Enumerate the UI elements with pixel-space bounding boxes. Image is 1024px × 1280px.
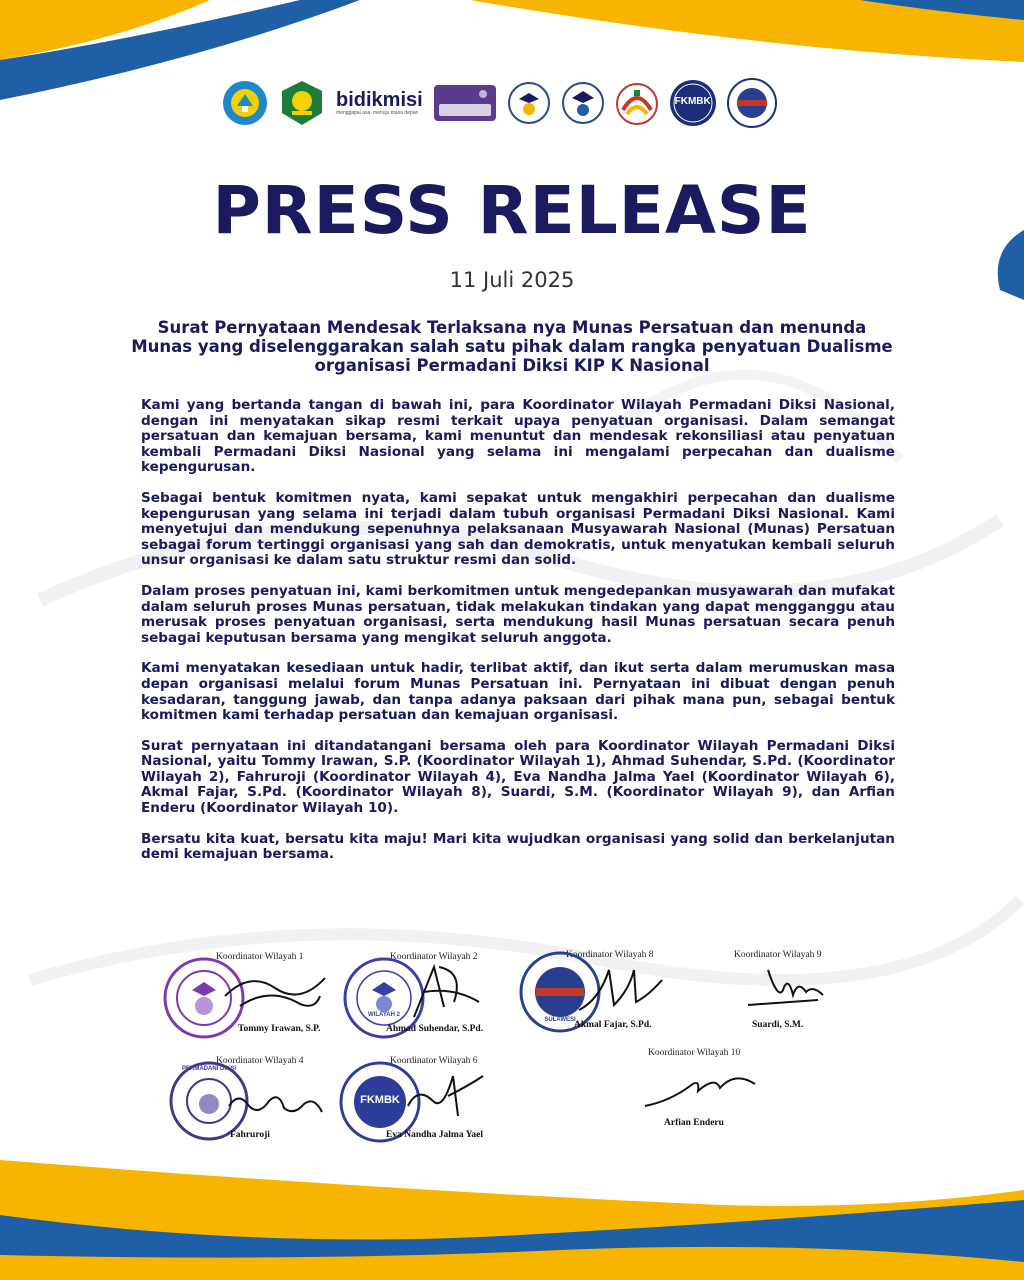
signatory-role: Koordinator Wilayah 10 bbox=[648, 1048, 741, 1058]
signatory-role: Koordinator Wilayah 1 bbox=[216, 952, 304, 962]
fkmbk-logo-text: FKMBK bbox=[674, 96, 711, 107]
paragraph-3: Dalam proses penyatuan ini, kami berkomitmen untuk mengedepankan musyawarah dan mufakat dalam seluruh proses Munas persatuan, tidak melakukan tindakan yang dapat mengganggu atau merusak proses penyatuan organisasi, serta mendukung hasil Munas persatuan secara penuh sebagai keputusan bersama yang mengikat seluruh anggota. bbox=[141, 582, 895, 646]
signatory-name: Akmal Fajar, S.Pd. bbox=[574, 1020, 652, 1030]
kip-card-logo bbox=[433, 84, 497, 122]
signatory-wilayah-2 bbox=[340, 948, 520, 1038]
stamp-wilayah-8-text: SULAWESI bbox=[544, 1017, 576, 1023]
signature-wilayah-9 bbox=[738, 960, 828, 1020]
regional-logo bbox=[615, 80, 659, 126]
signature-wilayah-1 bbox=[220, 966, 330, 1016]
bidikmisi-logo bbox=[336, 90, 423, 116]
signatory-name: Suardi, S.M. bbox=[752, 1020, 804, 1030]
signatory-role: Koordinator Wilayah 2 bbox=[390, 952, 478, 962]
signatory-wilayah-4 bbox=[168, 1052, 348, 1144]
stamp-wilayah-6-text: FKMBK bbox=[360, 1094, 400, 1106]
signature-wilayah-10 bbox=[640, 1066, 760, 1116]
signatory-wilayah-8 bbox=[518, 946, 698, 1036]
paragraph-4: Kami menyatakan kesediaan untuk hadir, terlibat aktif, dan ikut serta dalam merumuskan masa depan organisasi melalui forum Munas Persatuan ini. Pernyataan ini dibuat dengan penuh kesadaran, tanggung jawab, dan tanpa adanya paksaan dari pihak mana pun, sebagai bentuk komitmen kami terhadap persatuan dan kemajuan organisasi. bbox=[141, 660, 895, 724]
fkmbk-logo bbox=[669, 79, 717, 127]
release-subject: Surat Pernyataan Mendesak Terlaksana nya Munas Persatuan dan menunda Munas yang diselenggarakan salah satu pihak dalam rangka penyatuan Dualisme organisasi Permadani Diksi KIP K Nasional bbox=[131, 318, 893, 375]
signatory-role: Koordinator Wilayah 9 bbox=[734, 950, 822, 960]
partner-logos-row bbox=[222, 76, 782, 130]
paragraph-6: Bersatu kita kuat, bersatu kita maju! Mari kita wujudkan organisasi yang solid dan berkelanjutan demi kemajuan bersama. bbox=[141, 830, 895, 863]
release-date: 11 Juli 2025 bbox=[449, 268, 575, 292]
signature-wilayah-2 bbox=[394, 962, 484, 1022]
permadani-logo-2 bbox=[561, 81, 605, 125]
signature-wilayah-8 bbox=[574, 960, 664, 1020]
paragraph-1: Kami yang bertanda tangan di bawah ini, para Koordinator Wilayah Permadani Diksi Nasional, dengan ini menyatakan sikap resmi terkait upaya penyatuan organisasi. Dalam semangat persatuan dan kemajuan bersama, kami menuntut dan mendesak rekonsiliasi atau penyatuan kembali Permadani Diksi Nasional yang selama ini mengalami perpecahan dan dualisme kepengurusan. bbox=[141, 397, 895, 476]
bidikmisi-tagline: menggapai asa, menuju masa depan bbox=[336, 110, 419, 116]
signatory-wilayah-6 bbox=[338, 1052, 518, 1144]
signature-wilayah-6 bbox=[398, 1066, 488, 1126]
paragraph-5: Surat pernyataan ini ditandatangani bersama oleh para Koordinator Wilayah Permadani Diksi Nasional, yaitu Tommy Irawan, S.P. (Koordinator Wilayah 1), Ahmad Suhendar, S.Pd. (Koordinator Wilayah 2), Fahruroji (Koordinator Wilayah 4), Eva Nandha Jalma Yael (Koordinator Wilayah 6), Akmal Fajar, S.Pd. (Koordinator Wilayah 8), Suardi, S.M. (Koordinator Wilayah 9), dan Arfian Enderu (Koordinator Wilayah 10). bbox=[141, 737, 895, 817]
signatory-wilayah-1 bbox=[160, 948, 340, 1038]
signatory-role: Koordinator Wilayah 8 bbox=[566, 950, 654, 960]
signatory-role: Koordinator Wilayah 4 bbox=[216, 1056, 304, 1066]
signatory-wilayah-10 bbox=[630, 1044, 790, 1134]
signatory-name: Ahmad Suhendar, S.Pd. bbox=[386, 1024, 484, 1034]
page-title: PRESS RELEASE bbox=[212, 172, 812, 249]
kemenag-logo bbox=[278, 79, 326, 127]
bidikmisi-wordmark: bidikmisi bbox=[336, 89, 423, 111]
signatory-wilayah-9 bbox=[720, 946, 860, 1036]
signatory-name: Tommy Irawan, S.P. bbox=[238, 1024, 321, 1034]
signatory-name: Fahruroji bbox=[230, 1130, 270, 1140]
stamp-wilayah-4-text: PERMADANI DIKSI bbox=[181, 1066, 236, 1072]
paragraph-2: Sebagai bentuk komitmen nyata, kami sepakat untuk mengakhiri perpecahan dan dualisme kepengurusan yang selama ini terjadi dalam tubuh organisasi Permadani Diksi Nasional. Kami menyetujui dan mendukung sepenuhnya pelaksanaan Musyawarah Nasional (Munas) Persatuan sebagai forum tertinggi organisasi yang sah dan demokratis, untuk menyatukan kembali seluruh unsur organisasi ke dalam satu struktur resmi dan solid. bbox=[141, 489, 895, 569]
signatory-role: Koordinator Wilayah 6 bbox=[390, 1056, 478, 1066]
release-body bbox=[141, 398, 895, 878]
signatory-name: Eva Nandha Jalma Yael bbox=[386, 1130, 484, 1140]
tut-wuri-handayani-logo bbox=[222, 80, 268, 126]
signature-wilayah-4 bbox=[224, 1086, 324, 1126]
permadani-logo-1 bbox=[507, 81, 551, 125]
signatory-name: Arfian Enderu bbox=[664, 1118, 724, 1128]
stamp-wilayah-2-text: WILAYAH 2 bbox=[368, 1012, 400, 1018]
sulawesi-logo bbox=[727, 78, 777, 128]
